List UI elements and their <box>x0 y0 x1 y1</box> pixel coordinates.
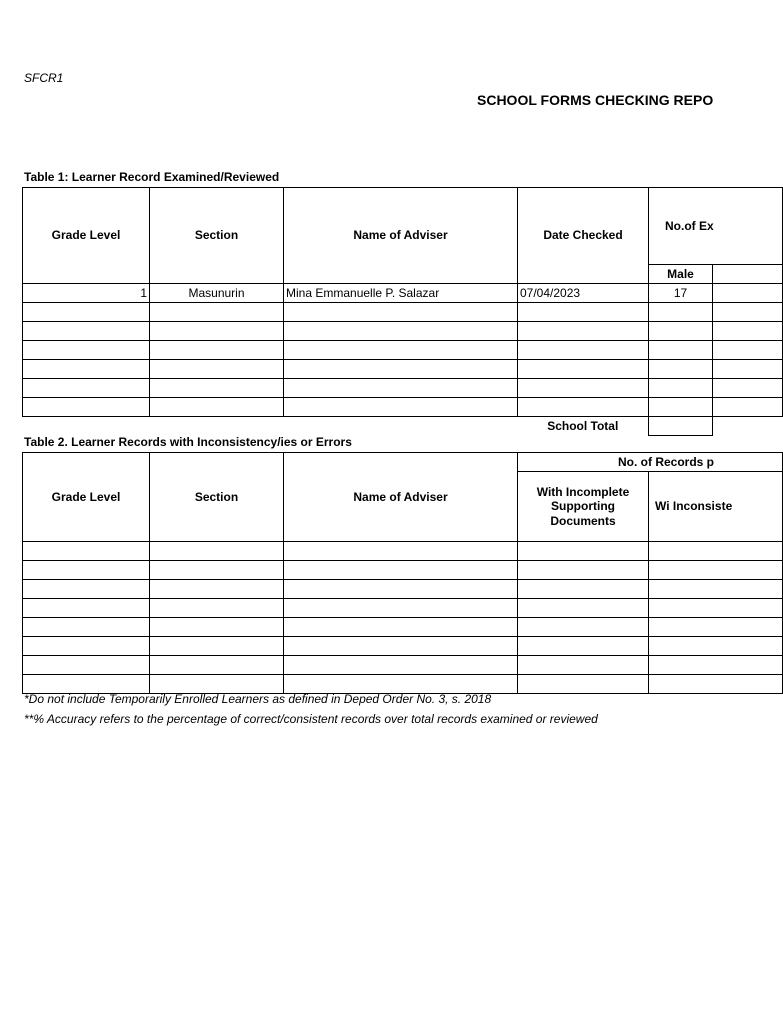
table2-cell <box>23 618 150 637</box>
table2-cell <box>23 580 150 599</box>
cell-section <box>150 322 284 341</box>
cell-section <box>150 360 284 379</box>
table2-cell <box>518 542 649 561</box>
col-no-examined: No.of Ex <box>649 188 783 265</box>
cell-grade-level <box>23 379 150 398</box>
table2-row <box>23 542 783 561</box>
cell-female <box>713 398 783 417</box>
table2-row <box>23 656 783 675</box>
footnote-1: *Do not include Temporarily Enrolled Learners as defined in Deped Order No. 3, s. 2018 <box>24 692 492 706</box>
col-no-records: No. of Records p <box>518 453 783 472</box>
cell-section <box>150 379 284 398</box>
cell-section <box>150 303 284 322</box>
cell-date-checked <box>518 360 649 379</box>
cell-adviser <box>284 341 518 360</box>
table2-cell <box>649 618 783 637</box>
table2-caption: Table 2. Learner Records with Inconsistency/ies or Errors <box>24 435 352 449</box>
table1-row <box>23 284 783 303</box>
col-male: Male <box>649 265 713 284</box>
cell-adviser <box>284 360 518 379</box>
cell-grade-level: 1 <box>23 284 150 303</box>
cell-female <box>713 379 783 398</box>
table2-cell <box>150 561 284 580</box>
cell-grade-level <box>23 322 150 341</box>
table2 <box>22 452 733 694</box>
table2-row <box>23 561 783 580</box>
form-code: SFCR1 <box>24 71 64 85</box>
cell-adviser <box>284 322 518 341</box>
cell-male <box>649 379 713 398</box>
table2-cell <box>518 580 649 599</box>
col-grade-level-2: Grade Level <box>23 453 150 542</box>
cell-male <box>649 322 713 341</box>
table1-row <box>23 360 783 379</box>
col-inconsistent: Wi Inconsiste <box>649 472 783 542</box>
cell-grade-level <box>23 360 150 379</box>
cell-adviser: Mina Emmanuelle P. Salazar <box>284 284 518 303</box>
table1-row <box>23 303 783 322</box>
table2-cell <box>649 599 783 618</box>
table2-cell <box>150 618 284 637</box>
table2-row <box>23 637 783 656</box>
cell-section: Masunurin <box>150 284 284 303</box>
table2-cell <box>518 618 649 637</box>
table2-cell <box>150 599 284 618</box>
table2-cell <box>649 561 783 580</box>
table2-cell <box>649 637 783 656</box>
col-adviser-2: Name of Adviser <box>284 453 518 542</box>
table2-cell <box>23 561 150 580</box>
cell-date-checked: 07/04/2023 <box>518 284 649 303</box>
cell-adviser <box>284 303 518 322</box>
school-total-male <box>649 417 713 436</box>
cell-section <box>150 398 284 417</box>
table2-cell <box>518 675 649 694</box>
cell-female <box>713 360 783 379</box>
table2-cell <box>284 637 518 656</box>
cell-date-checked <box>518 303 649 322</box>
cell-grade-level <box>23 303 150 322</box>
table2-row <box>23 675 783 694</box>
table1-row <box>23 398 783 417</box>
table2-cell <box>23 637 150 656</box>
table2-cell <box>150 580 284 599</box>
cell-female <box>713 303 783 322</box>
table1-row <box>23 341 783 360</box>
cell-adviser <box>284 398 518 417</box>
cell-female <box>713 341 783 360</box>
col-adviser: Name of Adviser <box>284 188 518 284</box>
table1 <box>22 187 712 436</box>
table2-cell <box>150 542 284 561</box>
table2-cell <box>23 656 150 675</box>
col-section: Section <box>150 188 284 284</box>
table2-cell <box>649 675 783 694</box>
col-incomplete-docs: With Incomplete Supporting Documents <box>518 472 649 542</box>
table2-cell <box>649 656 783 675</box>
table1-row <box>23 379 783 398</box>
cell-female <box>713 322 783 341</box>
table2-cell <box>518 637 649 656</box>
cell-date-checked <box>518 398 649 417</box>
table2-cell <box>23 599 150 618</box>
table2-row <box>23 599 783 618</box>
cell-date-checked <box>518 379 649 398</box>
table2-cell <box>284 675 518 694</box>
table2-row <box>23 580 783 599</box>
table2-row <box>23 618 783 637</box>
table2-cell <box>518 561 649 580</box>
table1-row <box>23 322 783 341</box>
table2-cell <box>150 656 284 675</box>
table2-cell <box>284 618 518 637</box>
col-date-checked: Date Checked <box>518 188 649 284</box>
cell-adviser <box>284 379 518 398</box>
cell-grade-level <box>23 398 150 417</box>
cell-female <box>713 284 783 303</box>
cell-male <box>649 398 713 417</box>
table2-cell <box>150 675 284 694</box>
footnote-2: **% Accuracy refers to the percentage of correct/consistent records over total records examined or reviewed <box>24 712 598 726</box>
table2-cell <box>23 675 150 694</box>
table2-cell <box>284 561 518 580</box>
table2-cell <box>518 599 649 618</box>
table2-cell <box>284 542 518 561</box>
col-grade-level: Grade Level <box>23 188 150 284</box>
table2-cell <box>23 542 150 561</box>
table2-cell <box>150 637 284 656</box>
cell-male <box>649 303 713 322</box>
table2-cell <box>518 656 649 675</box>
col-female <box>713 265 783 284</box>
cell-male <box>649 360 713 379</box>
table2-cell <box>284 599 518 618</box>
table2-cell <box>649 580 783 599</box>
cell-grade-level <box>23 341 150 360</box>
cell-male <box>649 341 713 360</box>
cell-date-checked <box>518 322 649 341</box>
table1-caption: Table 1: Learner Record Examined/Reviewed <box>24 170 280 184</box>
page-title: SCHOOL FORMS CHECKING REPO <box>477 92 714 108</box>
table2-cell <box>284 656 518 675</box>
col-section-2: Section <box>150 453 284 542</box>
cell-male: 17 <box>649 284 713 303</box>
table2-cell <box>649 542 783 561</box>
table2-cell <box>284 580 518 599</box>
school-total-label: School Total <box>547 419 619 434</box>
cell-date-checked <box>518 341 649 360</box>
cell-section <box>150 341 284 360</box>
